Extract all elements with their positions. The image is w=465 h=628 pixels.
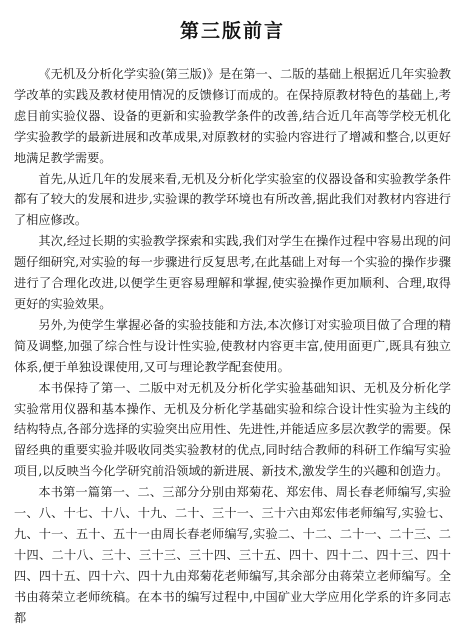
paragraph-structure: 本书保持了第一、二版中对无机及分析化学实验基础知识、无机及分析化学实验常用仪器和基本操作、无机及分析化学基础实验和综合设计性实验为主线的结构特点,各部分选择的实验突出应用性、先进性,并能适应多层次教学的需要。保留经典的重要实验并吸收同类实验教材的优点,同时结合教师的科研工作编写实验项目,以反映当今化学研究前沿领域的新进展、新技术,激发学生的兴趣和创造力。 [14,380,451,479]
paragraph-authors: 本书第一篇第一、二、三部分分别由郑菊花、郑宏伟、周长春老师编写,实验一、八、十七、十八、十九、二十、三十一、三十六由郑宏伟老师编写,实验七、九、十一、五十、五十一由周长春老师编写,实验二、十二、二十一、二十三、二十四、二十八、三十、三十三、三十四、三十五、四十、四十二、四十三、四十四、四十五、四十六、四十九由郑菊花老师编写,其余部分由蒋荣立老师编写。全书由蒋荣立老师统稿。在本书的编写过程中,中国矿业大学应用化学系的许多同志都 [14,485,451,625]
paragraph-intro: 《无机及分析化学实验(第三版)》是在第一、二版的基础上根据近几年实验教学改革的实践及教材使用情况的反馈修订而成的。在保持原教材特色的基础上,考虑目前实验仪器、设备的更新和实验教学条件的改善,结合近几年高等学校无机化学实验教学的最新进展和改革成果,对原教材的实验内容进行了增减和整合,以更好地满足教学需要。 [14,67,451,165]
document-title: 第三版前言 [179,20,285,42]
preface-body [14,64,451,628]
paragraph-first-reason: 首先,从近几年的发展来看,无机及分析化学实验室的仪器设备和实验教学条件都有了较大的发展和进步,实验课的教学环境也有所改善,据此我们对教材内容进行了相应修改。 [14,171,451,228]
paragraph-second-reason: 其次,经过长期的实验教学探索和实践,我们对学生在操作过程中容易出现的问题仔细研究,对实验的每一步骤进行反复思考,在此基础上对每一个实验的操作步骤进行了合理化改进,以便学生更容易理解和掌握,使实验操作更加顺利、合理,取得更好的实验效果。 [14,234,451,311]
paragraph-additional: 另外,为使学生掌握必备的实验技能和方法,本次修订对实验项目做了合理的精简及调整,加强了综合性与设计性实验,使教材内容更丰富,使用面更广,既具有独立体系,便于单独设课使用,又可与理论教学配套使用。 [14,317,451,374]
